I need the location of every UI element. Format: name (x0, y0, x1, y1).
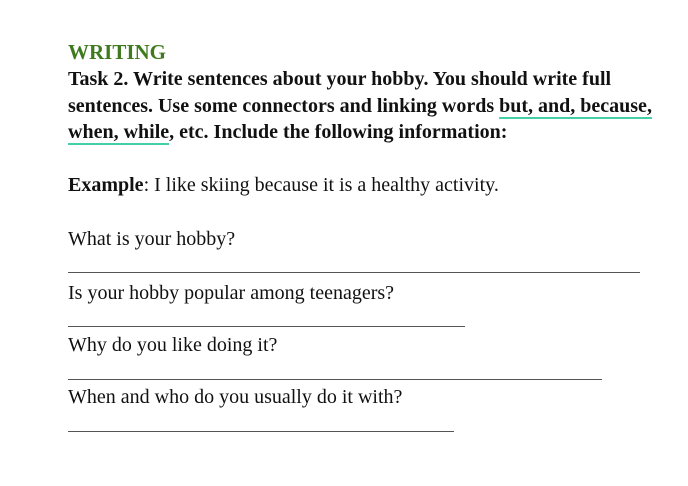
writing-heading: WRITING (68, 40, 167, 64)
question-3: Why do you like doing it? (68, 334, 278, 356)
task-instructions (68, 66, 658, 146)
answer-line-2[interactable] (68, 326, 465, 327)
question-2: Is your hobby popular among teenagers? (68, 282, 395, 304)
question-4: When and who do you usually do it with? (68, 386, 403, 408)
answer-line-1[interactable] (68, 272, 640, 273)
example-text: : I like skiing because it is a healthy activity. (143, 174, 499, 196)
example-label: Example (68, 174, 144, 196)
highlighted-connectors: but, and, because, when, while (68, 94, 652, 143)
answer-line-4[interactable] (68, 431, 454, 432)
answer-line-3[interactable] (68, 379, 602, 380)
example-line (68, 172, 658, 198)
task-text: Task 2. Write sentences about your hobby. You should write full sentences. Use some connectors and linking words (68, 68, 612, 117)
task-text-end: , etc. Include the following information: (169, 121, 508, 143)
question-1: What is your hobby? (68, 228, 236, 250)
